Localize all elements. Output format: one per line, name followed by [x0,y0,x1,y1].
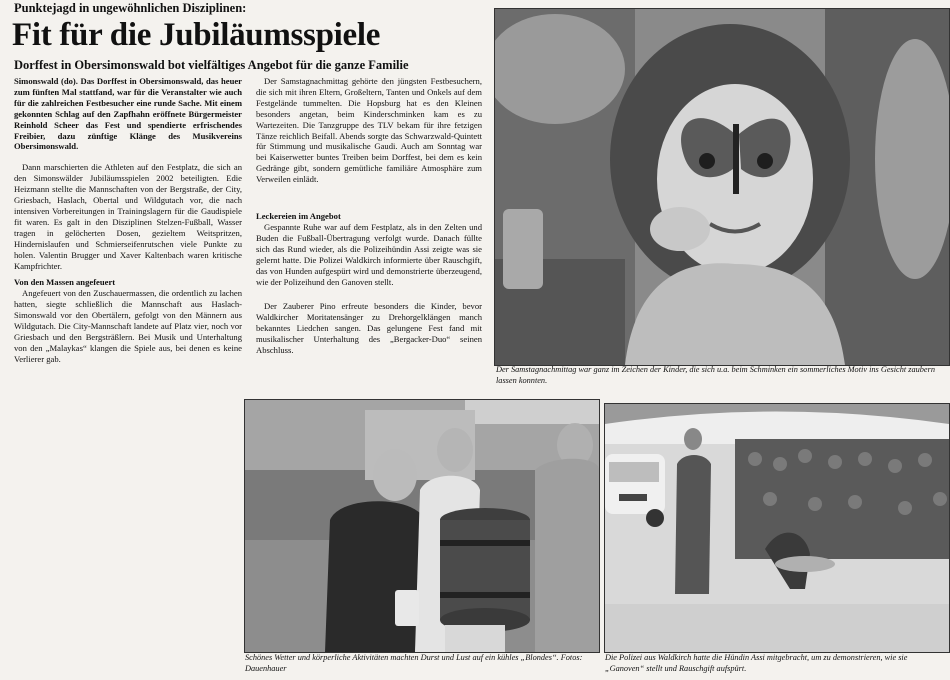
photo-child-face-paint [494,8,950,366]
photo-police-dog [604,403,950,653]
article-kicker: Punktejagd in ungewöhnlichen Disziplinen: [14,1,247,15]
article-column-1 [14,76,242,365]
section-subheading: Leckereien im Angebot [256,211,341,222]
article-lead: Simonswald (do). Das Dorffest in Obersimonswald, das heuer zum fünften Mal stattfand, war für die Veranstalter wie auch für die zahlreichen Festbesucher eine runde Sache. Mit einem gekonnten Schlag auf den Zapfhahn eröffnete Bürgermeister Reinhold Scheer das Fest und spendierte erfrischendes Freibier, dazu zünftige Klänge des Musikvereins Obersimonswald. [14,76,242,152]
article-headline: Fit für die Jubiläumsspiele [12,17,381,53]
photo-caption-top: Der Samstagnachmittag war ganz im Zeichen der Kinder, die sich u.a. beim Schminken ein sommerliches Motiv ins Gesicht zaubern lassen konnten. [496,365,935,385]
photo-caption-right: Die Polizei aus Waldkirch hatte die Hündin Assi mitgebracht, um zu demonstrieren, wie sie „Ganoven“ stellt und Rauschgift aufspürt. [605,653,908,673]
section-subheading: Von den Massen angefeuert [14,277,116,288]
article-column-2 [256,76,482,356]
article-paragraph: Dann marschierten die Athleten auf den Festplatz, die sich an den Simonswälder Jubiläumsspielen 2002 beteiligten. Edie Heizmann stellte die Mannschaften von der Bergstraße, der City, Griesbach, Haslach, Obertal und Wildgutach vor, die nach intensiven Vorbereitungen in Trainingslagern für die Gaudispiele fit waren. Es galt in den Disziplinen Stelzen-Fußball, Wasser tragen in gelöcherten Dosen, gezieltem Weitspritzen, Hindernislaufen und Schmierseifenrutschen viele Punkte zu holen. Valentin Brugger und Xaver Kaltenbach waren kritische Kampfrichter. [14,162,242,271]
article-paragraph: Angefeuert von den Zuschauermassen, die ordentlich zu lachen hatten, siegte schließlich die Mannschaft aus Haslach-Simonswald vor den Obertälern, gefolgt von den Männern aus Wildgutach. Die City-Mannschaft landete auf Platz vier, noch vor Griesbach und den Bergsträßlern. Bei Musik und Unterhaltung von den „Malaykas“ klangen die Spiele aus, bei denen es keine Verlierer gab. [14,288,242,364]
photo-caption-left: Schönes Wetter und körperliche Aktivitäten machten Durst und Lust auf ein kühles „Blondes“. Fotos: Dauenhauer [245,653,583,673]
article-paragraph: Gespannte Ruhe war auf dem Festplatz, als in den Zelten und Buden die Fußball-Übertragung verfolgt wurde. Danach füllte sich das Rund wieder, als die Polizeihündin Assi zeigte was sie gelernt hatte. Die Polizei Waldkirch informierte über Rauschgift, das von Hunden aufgespürt wird und demonstrierte überzeugend, wie der Polizeihund den Ganoven stellt. [256,221,482,287]
photo-beer-barrel [244,399,600,653]
article-subheadline: Dorffest in Obersimonswald bot vielfältiges Angebot für die ganze Familie [14,58,409,72]
article-paragraph: Der Samstagnachmittag gehörte den jüngsten Festbesuchern, die sich mit ihren Eltern, Großeltern, Tanten und Onkels auf dem Festgelände tummelten. Die Hopsburg hat es den Kleinen besonders angetan, beim Kinderschminken kam es zu Wartezeiten. Die Tanzgruppe des TLV bekam für ihre fetzigen Tänze reichlich Beifall. Abends sorgte das Schwarzwald-Quintett für Stimmung und musikalische Gaudi. Auch am Sonntag war bei Kaiserwetter buntes Treiben beim Dorffest, bei dem es kein Gedränge gibt, sondern gemütliche familiäre Atmosphäre zum Verweilen einlädt. [256,76,482,185]
article-paragraph: Der Zauberer Pino erfreute besonders die Kinder, bevor Waldkircher Moritatensänger zu Drehorgelklängen manch bekanntes Liedchen sangen. Das gelungene Fest fand mit musikalischer Unterhaltung des „Bergacker-Duo“ seinen Abschluss. [256,301,482,356]
